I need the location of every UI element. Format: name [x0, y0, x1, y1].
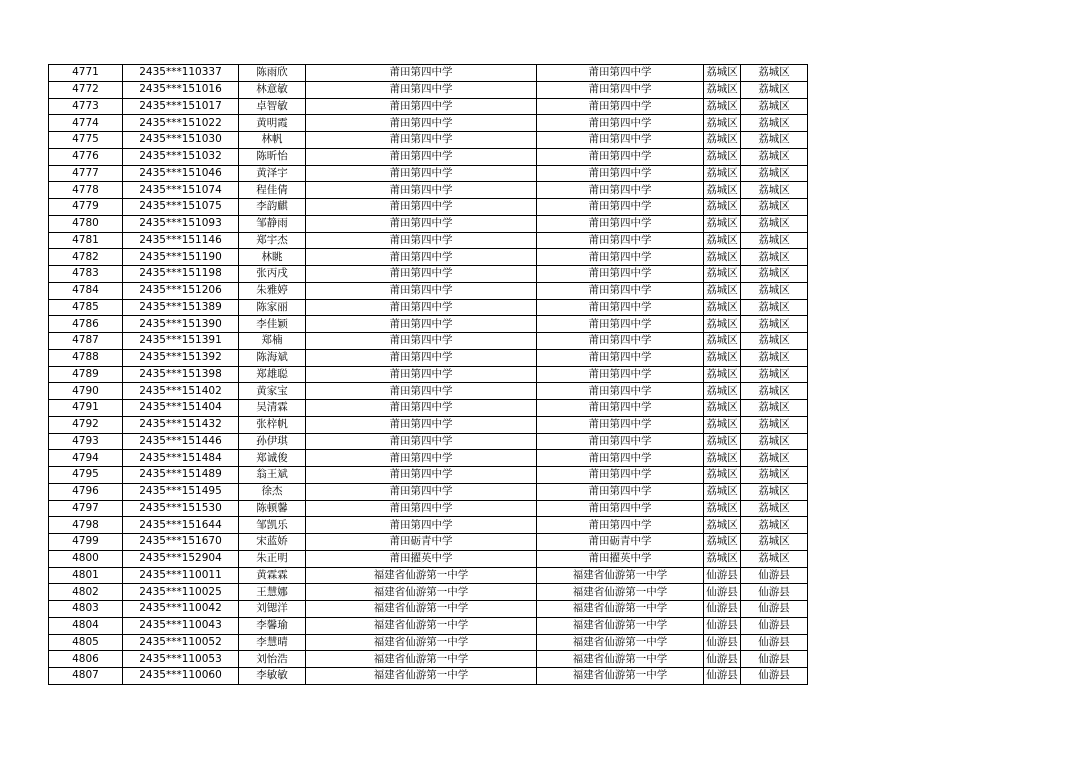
district-cell: 荔城区	[704, 534, 741, 551]
enrolled-school-cell: 莆田第四中学	[537, 467, 704, 484]
region-cell: 荔城区	[741, 517, 808, 534]
district-cell: 荔城区	[704, 148, 741, 165]
school-cell: 福建省仙游第一中学	[306, 584, 537, 601]
table-row	[49, 467, 808, 484]
name-cell: 邹凯乐	[239, 517, 306, 534]
candidate-id-cell: 2435***110042	[123, 601, 239, 618]
district-cell: 荔城区	[704, 132, 741, 149]
region-cell: 荔城区	[741, 534, 808, 551]
name-cell: 程佳倩	[239, 182, 306, 199]
enrolled-school-cell: 莆田第四中学	[537, 316, 704, 333]
candidate-id-cell: 2435***151074	[123, 182, 239, 199]
enrolled-school-cell: 莆田第四中学	[537, 483, 704, 500]
school-cell: 莆田第四中学	[306, 299, 537, 316]
name-cell: 张丙戌	[239, 266, 306, 283]
table-row	[49, 433, 808, 450]
table-row	[49, 584, 808, 601]
school-cell: 莆田第四中学	[306, 517, 537, 534]
region-cell: 荔城区	[741, 333, 808, 350]
name-cell: 郑宇杰	[239, 232, 306, 249]
name-cell: 陈昕怡	[239, 148, 306, 165]
row-number-cell: 4800	[49, 550, 123, 567]
row-number-cell: 4795	[49, 467, 123, 484]
table-row	[49, 550, 808, 567]
enrolled-school-cell: 莆田第四中学	[537, 165, 704, 182]
region-cell: 荔城区	[741, 215, 808, 232]
name-cell: 陈雨欣	[239, 65, 306, 82]
candidate-id-cell: 2435***110043	[123, 617, 239, 634]
enrolled-school-cell: 莆田第四中学	[537, 400, 704, 417]
table-row	[49, 483, 808, 500]
row-number-cell: 4801	[49, 567, 123, 584]
candidate-id-cell: 2435***151489	[123, 467, 239, 484]
district-cell: 仙游县	[704, 584, 741, 601]
school-cell: 莆田第四中学	[306, 383, 537, 400]
district-cell: 荔城区	[704, 366, 741, 383]
region-cell: 荔城区	[741, 483, 808, 500]
candidate-id-cell: 2435***151030	[123, 132, 239, 149]
district-cell: 荔城区	[704, 383, 741, 400]
candidate-id-cell: 2435***151017	[123, 98, 239, 115]
table-row	[49, 534, 808, 551]
enrolled-school-cell: 莆田第四中学	[537, 517, 704, 534]
district-cell: 荔城区	[704, 199, 741, 216]
row-number-cell: 4783	[49, 266, 123, 283]
table-row	[49, 333, 808, 350]
table-row	[49, 383, 808, 400]
row-number-cell: 4799	[49, 534, 123, 551]
row-number-cell: 4793	[49, 433, 123, 450]
region-cell: 荔城区	[741, 232, 808, 249]
name-cell: 林眺	[239, 249, 306, 266]
district-cell: 荔城区	[704, 215, 741, 232]
enrolled-school-cell: 福建省仙游第一中学	[537, 601, 704, 618]
district-cell: 荔城区	[704, 550, 741, 567]
region-cell: 荔城区	[741, 199, 808, 216]
table-row	[49, 651, 808, 668]
district-cell: 仙游县	[704, 617, 741, 634]
school-cell: 福建省仙游第一中学	[306, 668, 537, 685]
name-cell: 郑楠	[239, 333, 306, 350]
row-number-cell: 4789	[49, 366, 123, 383]
school-cell: 福建省仙游第一中学	[306, 617, 537, 634]
candidate-id-cell: 2435***110052	[123, 634, 239, 651]
student-list-table	[48, 64, 808, 685]
name-cell: 朱雅婷	[239, 282, 306, 299]
name-cell: 林意敏	[239, 81, 306, 98]
region-cell: 荔城区	[741, 132, 808, 149]
enrolled-school-cell: 莆田第四中学	[537, 266, 704, 283]
school-cell: 莆田第四中学	[306, 333, 537, 350]
region-cell: 荔城区	[741, 433, 808, 450]
row-number-cell: 4773	[49, 98, 123, 115]
district-cell: 荔城区	[704, 249, 741, 266]
region-cell: 荔城区	[741, 550, 808, 567]
school-cell: 莆田第四中学	[306, 282, 537, 299]
name-cell: 刘锶洋	[239, 601, 306, 618]
name-cell: 李佳颖	[239, 316, 306, 333]
table-body	[49, 65, 808, 685]
candidate-id-cell: 2435***151644	[123, 517, 239, 534]
row-number-cell: 4784	[49, 282, 123, 299]
school-cell: 莆田第四中学	[306, 366, 537, 383]
candidate-id-cell: 2435***151432	[123, 416, 239, 433]
name-cell: 徐杰	[239, 483, 306, 500]
row-number-cell: 4807	[49, 668, 123, 685]
school-cell: 莆田第四中学	[306, 232, 537, 249]
row-number-cell: 4777	[49, 165, 123, 182]
enrolled-school-cell: 莆田第四中学	[537, 81, 704, 98]
row-number-cell: 4785	[49, 299, 123, 316]
candidate-id-cell: 2435***151446	[123, 433, 239, 450]
row-number-cell: 4805	[49, 634, 123, 651]
row-number-cell: 4778	[49, 182, 123, 199]
region-cell: 荔城区	[741, 165, 808, 182]
enrolled-school-cell: 莆田第四中学	[537, 115, 704, 132]
district-cell: 荔城区	[704, 450, 741, 467]
region-cell: 荔城区	[741, 249, 808, 266]
district-cell: 荔城区	[704, 165, 741, 182]
row-number-cell: 4798	[49, 517, 123, 534]
district-cell: 荔城区	[704, 349, 741, 366]
enrolled-school-cell: 莆田第四中学	[537, 383, 704, 400]
enrolled-school-cell: 莆田第四中学	[537, 416, 704, 433]
school-cell: 莆田砺青中学	[306, 534, 537, 551]
school-cell: 莆田第四中学	[306, 316, 537, 333]
enrolled-school-cell: 福建省仙游第一中学	[537, 668, 704, 685]
region-cell: 荔城区	[741, 400, 808, 417]
name-cell: 李韵麒	[239, 199, 306, 216]
candidate-id-cell: 2435***151075	[123, 199, 239, 216]
candidate-id-cell: 2435***151530	[123, 500, 239, 517]
enrolled-school-cell: 莆田第四中学	[537, 232, 704, 249]
table-row	[49, 634, 808, 651]
region-cell: 仙游县	[741, 601, 808, 618]
name-cell: 吴清霖	[239, 400, 306, 417]
district-cell: 荔城区	[704, 416, 741, 433]
candidate-id-cell: 2435***151495	[123, 483, 239, 500]
name-cell: 黄泽宇	[239, 165, 306, 182]
row-number-cell: 4771	[49, 65, 123, 82]
row-number-cell: 4782	[49, 249, 123, 266]
enrolled-school-cell: 福建省仙游第一中学	[537, 584, 704, 601]
school-cell: 莆田第四中学	[306, 115, 537, 132]
table-row	[49, 617, 808, 634]
table-row	[49, 98, 808, 115]
school-cell: 莆田第四中学	[306, 450, 537, 467]
table-row	[49, 249, 808, 266]
name-cell: 朱正明	[239, 550, 306, 567]
school-cell: 莆田第四中学	[306, 467, 537, 484]
row-number-cell: 4797	[49, 500, 123, 517]
enrolled-school-cell: 莆田第四中学	[537, 215, 704, 232]
district-cell: 荔城区	[704, 333, 741, 350]
candidate-id-cell: 2435***151389	[123, 299, 239, 316]
region-cell: 荔城区	[741, 81, 808, 98]
table-row	[49, 349, 808, 366]
enrolled-school-cell: 莆田第四中学	[537, 148, 704, 165]
school-cell: 福建省仙游第一中学	[306, 567, 537, 584]
school-cell: 莆田第四中学	[306, 215, 537, 232]
table-row	[49, 601, 808, 618]
table-row	[49, 215, 808, 232]
name-cell: 陈顿馨	[239, 500, 306, 517]
district-cell: 荔城区	[704, 316, 741, 333]
candidate-id-cell: 2435***110337	[123, 65, 239, 82]
row-number-cell: 4788	[49, 349, 123, 366]
table-row	[49, 668, 808, 685]
enrolled-school-cell: 莆田第四中学	[537, 199, 704, 216]
name-cell: 陈海斌	[239, 349, 306, 366]
row-number-cell: 4781	[49, 232, 123, 249]
school-cell: 莆田第四中学	[306, 98, 537, 115]
region-cell: 荔城区	[741, 115, 808, 132]
name-cell: 宋蓝娇	[239, 534, 306, 551]
enrolled-school-cell: 莆田第四中学	[537, 299, 704, 316]
candidate-id-cell: 2435***151032	[123, 148, 239, 165]
region-cell: 荔城区	[741, 316, 808, 333]
table-row	[49, 400, 808, 417]
region-cell: 荔城区	[741, 266, 808, 283]
table-row	[49, 182, 808, 199]
enrolled-school-cell: 莆田第四中学	[537, 65, 704, 82]
school-cell: 莆田第四中学	[306, 416, 537, 433]
school-cell: 莆田第四中学	[306, 81, 537, 98]
row-number-cell: 4790	[49, 383, 123, 400]
region-cell: 荔城区	[741, 467, 808, 484]
name-cell: 林帆	[239, 132, 306, 149]
name-cell: 陈家丽	[239, 299, 306, 316]
row-number-cell: 4786	[49, 316, 123, 333]
table-row	[49, 567, 808, 584]
table-row	[49, 81, 808, 98]
school-cell: 福建省仙游第一中学	[306, 634, 537, 651]
enrolled-school-cell: 莆田第四中学	[537, 433, 704, 450]
school-cell: 莆田第四中学	[306, 249, 537, 266]
table-row	[49, 450, 808, 467]
enrolled-school-cell: 福建省仙游第一中学	[537, 567, 704, 584]
region-cell: 荔城区	[741, 182, 808, 199]
enrolled-school-cell: 莆田第四中学	[537, 366, 704, 383]
district-cell: 荔城区	[704, 517, 741, 534]
region-cell: 荔城区	[741, 65, 808, 82]
candidate-id-cell: 2435***151404	[123, 400, 239, 417]
row-number-cell: 4775	[49, 132, 123, 149]
enrolled-school-cell: 莆田第四中学	[537, 333, 704, 350]
candidate-id-cell: 2435***151016	[123, 81, 239, 98]
region-cell: 仙游县	[741, 617, 808, 634]
row-number-cell: 4776	[49, 148, 123, 165]
region-cell: 荔城区	[741, 500, 808, 517]
name-cell: 王慧娜	[239, 584, 306, 601]
enrolled-school-cell: 莆田擢英中学	[537, 550, 704, 567]
enrolled-school-cell: 莆田第四中学	[537, 249, 704, 266]
candidate-id-cell: 2435***151146	[123, 232, 239, 249]
table-row	[49, 500, 808, 517]
name-cell: 卓智敏	[239, 98, 306, 115]
row-number-cell: 4803	[49, 601, 123, 618]
school-cell: 莆田擢英中学	[306, 550, 537, 567]
region-cell: 仙游县	[741, 567, 808, 584]
candidate-id-cell: 2435***110053	[123, 651, 239, 668]
table-row	[49, 132, 808, 149]
region-cell: 荔城区	[741, 349, 808, 366]
name-cell: 孙伊琪	[239, 433, 306, 450]
name-cell: 邹静雨	[239, 215, 306, 232]
district-cell: 荔城区	[704, 115, 741, 132]
table-row	[49, 266, 808, 283]
enrolled-school-cell: 福建省仙游第一中学	[537, 617, 704, 634]
candidate-id-cell: 2435***151670	[123, 534, 239, 551]
district-cell: 仙游县	[704, 601, 741, 618]
row-number-cell: 4774	[49, 115, 123, 132]
school-cell: 莆田第四中学	[306, 349, 537, 366]
table-row	[49, 316, 808, 333]
enrolled-school-cell: 莆田砺青中学	[537, 534, 704, 551]
table-row	[49, 282, 808, 299]
region-cell: 荔城区	[741, 383, 808, 400]
region-cell: 荔城区	[741, 450, 808, 467]
candidate-id-cell: 2435***151390	[123, 316, 239, 333]
row-number-cell: 4791	[49, 400, 123, 417]
enrolled-school-cell: 莆田第四中学	[537, 98, 704, 115]
district-cell: 荔城区	[704, 400, 741, 417]
name-cell: 李敏敏	[239, 668, 306, 685]
table-row	[49, 115, 808, 132]
region-cell: 荔城区	[741, 98, 808, 115]
name-cell: 李馨瑜	[239, 617, 306, 634]
table-row	[49, 299, 808, 316]
school-cell: 莆田第四中学	[306, 182, 537, 199]
row-number-cell: 4804	[49, 617, 123, 634]
district-cell: 仙游县	[704, 634, 741, 651]
district-cell: 仙游县	[704, 668, 741, 685]
school-cell: 莆田第四中学	[306, 148, 537, 165]
name-cell: 黄家宝	[239, 383, 306, 400]
region-cell: 仙游县	[741, 668, 808, 685]
enrolled-school-cell: 福建省仙游第一中学	[537, 651, 704, 668]
school-cell: 莆田第四中学	[306, 500, 537, 517]
table-row	[49, 416, 808, 433]
candidate-id-cell: 2435***151206	[123, 282, 239, 299]
region-cell: 荔城区	[741, 282, 808, 299]
table-row	[49, 517, 808, 534]
name-cell: 李慧晴	[239, 634, 306, 651]
row-number-cell: 4787	[49, 333, 123, 350]
district-cell: 荔城区	[704, 282, 741, 299]
district-cell: 荔城区	[704, 433, 741, 450]
table-row	[49, 232, 808, 249]
name-cell: 黄明霞	[239, 115, 306, 132]
enrolled-school-cell: 莆田第四中学	[537, 132, 704, 149]
row-number-cell: 4792	[49, 416, 123, 433]
school-cell: 莆田第四中学	[306, 65, 537, 82]
school-cell: 莆田第四中学	[306, 433, 537, 450]
candidate-id-cell: 2435***151484	[123, 450, 239, 467]
enrolled-school-cell: 莆田第四中学	[537, 282, 704, 299]
district-cell: 仙游县	[704, 567, 741, 584]
district-cell: 仙游县	[704, 651, 741, 668]
school-cell: 莆田第四中学	[306, 266, 537, 283]
district-cell: 荔城区	[704, 182, 741, 199]
district-cell: 荔城区	[704, 232, 741, 249]
name-cell: 张梓帆	[239, 416, 306, 433]
row-number-cell: 4779	[49, 199, 123, 216]
district-cell: 荔城区	[704, 81, 741, 98]
district-cell: 荔城区	[704, 467, 741, 484]
candidate-id-cell: 2435***151022	[123, 115, 239, 132]
candidate-id-cell: 2435***151391	[123, 333, 239, 350]
district-cell: 荔城区	[704, 299, 741, 316]
table-row	[49, 148, 808, 165]
row-number-cell: 4780	[49, 215, 123, 232]
candidate-id-cell: 2435***110011	[123, 567, 239, 584]
candidate-id-cell: 2435***151198	[123, 266, 239, 283]
candidate-id-cell: 2435***151190	[123, 249, 239, 266]
district-cell: 荔城区	[704, 98, 741, 115]
candidate-id-cell: 2435***110025	[123, 584, 239, 601]
enrolled-school-cell: 莆田第四中学	[537, 500, 704, 517]
table-row	[49, 165, 808, 182]
row-number-cell: 4772	[49, 81, 123, 98]
name-cell: 郑雄聪	[239, 366, 306, 383]
name-cell: 刘怡浩	[239, 651, 306, 668]
region-cell: 荔城区	[741, 299, 808, 316]
school-cell: 福建省仙游第一中学	[306, 651, 537, 668]
row-number-cell: 4794	[49, 450, 123, 467]
candidate-id-cell: 2435***151093	[123, 215, 239, 232]
candidate-id-cell: 2435***151392	[123, 349, 239, 366]
district-cell: 荔城区	[704, 483, 741, 500]
row-number-cell: 4802	[49, 584, 123, 601]
name-cell: 翁王斌	[239, 467, 306, 484]
district-cell: 荔城区	[704, 266, 741, 283]
table-row	[49, 366, 808, 383]
enrolled-school-cell: 福建省仙游第一中学	[537, 634, 704, 651]
candidate-id-cell: 2435***151046	[123, 165, 239, 182]
region-cell: 仙游县	[741, 634, 808, 651]
school-cell: 莆田第四中学	[306, 165, 537, 182]
school-cell: 莆田第四中学	[306, 483, 537, 500]
region-cell: 荔城区	[741, 148, 808, 165]
region-cell: 荔城区	[741, 416, 808, 433]
candidate-id-cell: 2435***151402	[123, 383, 239, 400]
school-cell: 莆田第四中学	[306, 132, 537, 149]
table-row	[49, 65, 808, 82]
school-cell: 莆田第四中学	[306, 199, 537, 216]
enrolled-school-cell: 莆田第四中学	[537, 450, 704, 467]
region-cell: 荔城区	[741, 366, 808, 383]
region-cell: 仙游县	[741, 584, 808, 601]
row-number-cell: 4806	[49, 651, 123, 668]
row-number-cell: 4796	[49, 483, 123, 500]
district-cell: 荔城区	[704, 500, 741, 517]
candidate-id-cell: 2435***152904	[123, 550, 239, 567]
region-cell: 仙游县	[741, 651, 808, 668]
school-cell: 福建省仙游第一中学	[306, 601, 537, 618]
candidate-id-cell: 2435***110060	[123, 668, 239, 685]
enrolled-school-cell: 莆田第四中学	[537, 349, 704, 366]
table-row	[49, 199, 808, 216]
name-cell: 黄霖霖	[239, 567, 306, 584]
candidate-id-cell: 2435***151398	[123, 366, 239, 383]
district-cell: 荔城区	[704, 65, 741, 82]
enrolled-school-cell: 莆田第四中学	[537, 182, 704, 199]
name-cell: 郑诚俊	[239, 450, 306, 467]
school-cell: 莆田第四中学	[306, 400, 537, 417]
